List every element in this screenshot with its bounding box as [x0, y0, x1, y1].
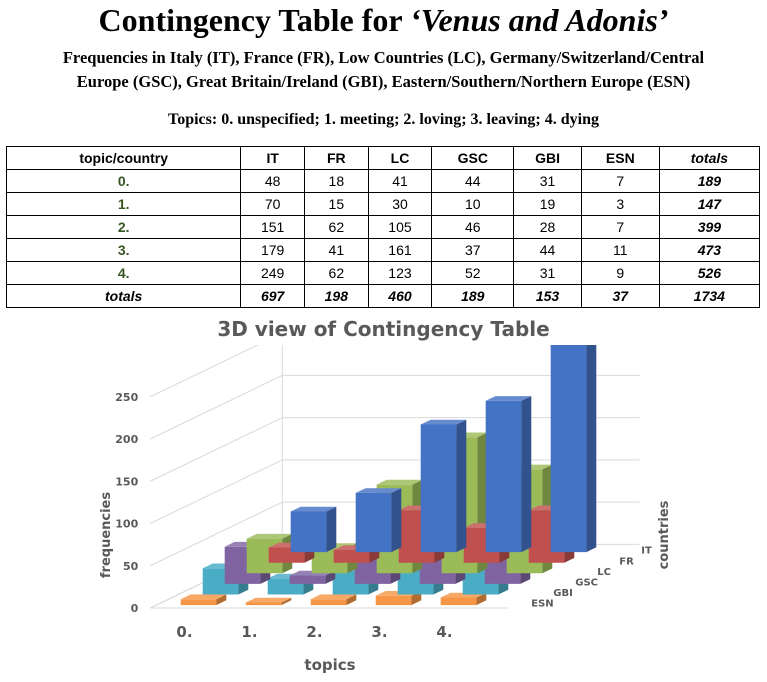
table-cell: 52	[432, 262, 514, 285]
table-row	[7, 193, 760, 216]
bar-front-face	[551, 345, 587, 552]
bar-esn-0	[181, 594, 227, 605]
topic-cell: 1.	[7, 193, 241, 216]
gridline-side	[150, 460, 282, 524]
bar-esn-1	[246, 598, 292, 605]
table-cell: 19	[514, 193, 582, 216]
page-subtitle	[10, 46, 757, 94]
totals-label: totals	[7, 285, 241, 308]
table-cell: 249	[241, 262, 305, 285]
table-cell: 179	[241, 239, 305, 262]
table-header-row	[7, 147, 760, 170]
column-header: topic/country	[7, 147, 241, 170]
column-total-cell: 37	[581, 285, 659, 308]
series-label: LC	[597, 566, 611, 578]
series-label: ESN	[531, 598, 554, 610]
table-cell: 31	[514, 170, 582, 193]
column-header: ESN	[581, 147, 659, 170]
bar-side-face	[326, 507, 336, 552]
column-total-cell: 153	[514, 285, 582, 308]
grand-total-cell: 1734	[659, 285, 759, 308]
table-cell: 46	[432, 216, 514, 239]
y-tick-label: 200	[115, 433, 139, 446]
column-total-cell: 198	[305, 285, 369, 308]
row-total-cell: 189	[659, 170, 759, 193]
row-total-cell: 399	[659, 216, 759, 239]
table-cell: 161	[368, 239, 432, 262]
table-cell: 41	[305, 239, 369, 262]
x-tick-label: 1.	[241, 623, 258, 641]
bar-esn-2	[311, 594, 357, 605]
y-tick-label: 50	[122, 559, 139, 573]
page-title-work: ‘Venus and Adonis’	[410, 2, 669, 38]
table-cell: 15	[305, 193, 369, 216]
subtitle-line-1: Frequencies in Italy (IT), France (FR), Low Countries (LC), Germany/Switzerland/Central	[62, 48, 705, 67]
row-total-cell: 473	[659, 239, 759, 262]
bar-front-face	[246, 603, 282, 606]
bar-side-face	[456, 420, 466, 552]
bar-it-3	[486, 396, 532, 552]
table-cell: 62	[305, 262, 369, 285]
x-tick-label: 0.	[176, 623, 193, 641]
table-cell: 151	[241, 216, 305, 239]
bar-front-face	[291, 512, 327, 553]
table-cell: 31	[514, 262, 582, 285]
table-cell: 44	[432, 170, 514, 193]
bar-side-face	[391, 488, 401, 552]
chart-3d-bar	[0, 345, 767, 682]
table-cell: 3	[581, 193, 659, 216]
bar-side-face	[586, 345, 596, 552]
topic-cell: 0.	[7, 170, 241, 193]
bar-front-face	[376, 596, 412, 605]
y-tick-label: 100	[115, 517, 139, 531]
column-header: LC	[368, 147, 432, 170]
gridline-side	[150, 375, 282, 439]
table-cell: 37	[432, 239, 514, 262]
bar-it-1	[356, 488, 402, 552]
y-tick-label: 150	[115, 475, 139, 489]
column-header: FR	[305, 147, 369, 170]
table-cell: 9	[581, 262, 659, 285]
bar-it-4	[551, 345, 597, 552]
bar-front-face	[290, 575, 326, 584]
topic-cell: 3.	[7, 239, 241, 262]
table-cell: 10	[432, 193, 514, 216]
table-cell: 30	[368, 193, 432, 216]
bar-it-0	[291, 507, 337, 552]
bar-front-face	[421, 425, 457, 553]
table-cell: 11	[581, 239, 659, 262]
bar-front-face	[486, 401, 522, 552]
topic-cell: 4.	[7, 262, 241, 285]
column-header: totals	[659, 147, 759, 170]
table-cell: 18	[305, 170, 369, 193]
column-header: GBI	[514, 147, 582, 170]
x-tick-label: 2.	[306, 623, 323, 641]
bar-front-face	[311, 599, 347, 605]
table-cell: 28	[514, 216, 582, 239]
series-label: IT	[641, 545, 652, 557]
table-cell: 7	[581, 216, 659, 239]
column-total-cell: 697	[241, 285, 305, 308]
topic-cell: 2.	[7, 216, 241, 239]
table-cell: 70	[241, 193, 305, 216]
row-total-cell: 526	[659, 262, 759, 285]
gridline-side	[150, 418, 282, 482]
y-tick-label: 0	[130, 602, 139, 615]
table-row	[7, 262, 760, 285]
table-cell: 7	[581, 170, 659, 193]
table-cell: 62	[305, 216, 369, 239]
series-label: GBI	[553, 588, 573, 600]
y-tick-label: 250	[115, 390, 139, 404]
column-total-cell: 189	[432, 285, 514, 308]
table-cell: 41	[368, 170, 432, 193]
table-cell: 44	[514, 239, 582, 262]
table-cell: 48	[241, 170, 305, 193]
topics-legend: Topics: 0. unspecified; 1. meeting; 2. loving; 3. leaving; 4. dying	[168, 111, 599, 128]
totals-row	[7, 285, 760, 308]
column-total-cell: 460	[368, 285, 432, 308]
contingency-table	[6, 146, 760, 308]
gridline-side	[150, 345, 282, 397]
column-header: GSC	[432, 147, 514, 170]
chart-title: 3D view of Contingency Table	[217, 317, 550, 341]
bar-side-face	[521, 396, 531, 552]
bar-esn-4	[441, 593, 487, 605]
chart-bars	[181, 345, 597, 605]
series-label: FR	[619, 556, 634, 568]
column-header: IT	[241, 147, 305, 170]
bar-it-2	[421, 420, 467, 552]
x-tick-label: 3.	[371, 623, 388, 641]
series-label: GSC	[575, 577, 598, 589]
table-row	[7, 170, 760, 193]
table-cell: 123	[368, 262, 432, 285]
bar-front-face	[441, 598, 477, 606]
bar-front-face	[181, 599, 217, 605]
subtitle-line-2: Europe (GSC), Great Britain/Ireland (GBI), Eastern/Southern/Northern Europe (ESN)	[76, 72, 691, 91]
row-total-cell: 147	[659, 193, 759, 216]
page-title: Contingency Table for ‘Venus and Adonis’	[98, 2, 669, 38]
table-row	[7, 239, 760, 262]
y-axis-title: frequencies	[99, 491, 114, 579]
x-tick-label: 4.	[436, 623, 453, 641]
x-axis-title: topics	[304, 656, 356, 674]
bar-front-face	[356, 493, 392, 552]
z-axis-title: countries	[657, 500, 672, 570]
table-row	[7, 216, 760, 239]
table-cell: 105	[368, 216, 432, 239]
